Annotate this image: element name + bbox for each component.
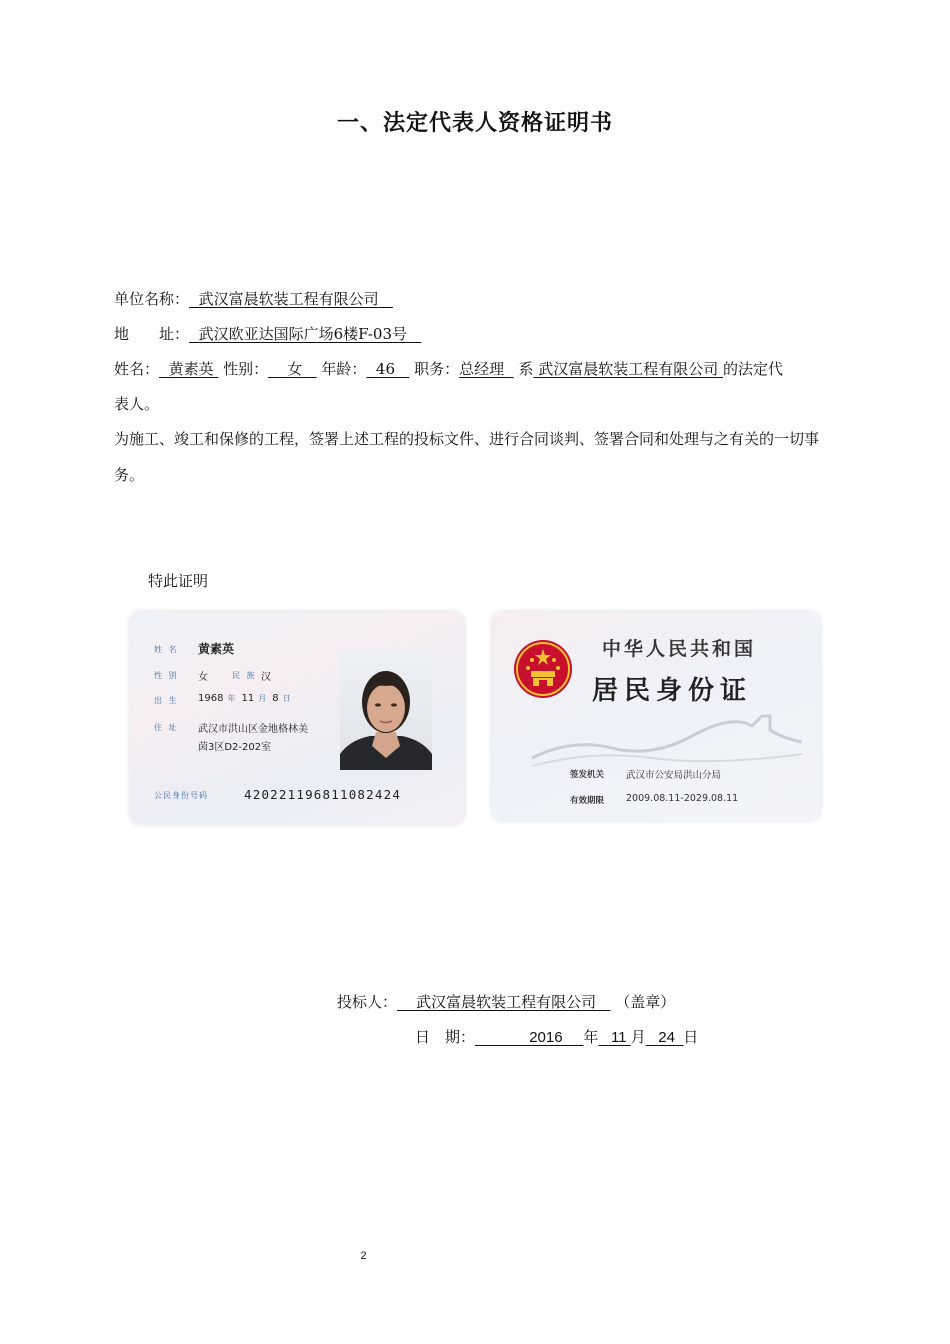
id-card-back: [492, 612, 820, 820]
id-ethnicity-value: 汉: [261, 672, 271, 683]
bidder-label: 投标人：: [337, 993, 398, 1011]
id-address-label: 住 址: [154, 723, 179, 732]
authority-value: 武汉市公安局洪山分局: [626, 770, 722, 781]
representative-line: [114, 358, 783, 379]
card-title: 居民身份证: [592, 676, 753, 706]
id-address-line1: 武汉市洪山区金地格林美: [198, 724, 308, 735]
date-day: 24: [658, 1029, 675, 1046]
company-value: 武汉富晨软装工程有限公司: [538, 360, 719, 378]
date-month: 11: [610, 1029, 627, 1046]
seal-note: （盖章）: [615, 993, 676, 1011]
id-address-line2: 茵3区D2-202室: [198, 742, 272, 753]
id-gender-label: 性 别: [154, 671, 179, 680]
id-ethnicity-label: 民 族: [232, 671, 257, 680]
validity-label: 有效期限: [570, 796, 605, 806]
id-number-value: 420221196811082424: [244, 787, 402, 802]
position-value: 总经理: [459, 360, 505, 378]
national-emblem-icon: [512, 638, 574, 700]
position-label: 职务：: [414, 360, 460, 378]
great-wall-watermark: [532, 708, 802, 768]
gender-value: 女: [287, 360, 303, 378]
authorization-paragraph: 为施工、竣工和保修的工程，签署上述工程的投标文件、进行合同谈判、签署合同和处理与之有关的一切事务。: [114, 430, 820, 484]
id-name-label: 姓 名: [154, 645, 179, 654]
document-title: 一、法定代表人资格证明书: [336, 111, 613, 136]
authority-label: 签发机关: [570, 770, 605, 780]
name-value: 黄素英: [168, 360, 214, 378]
address-line: [114, 323, 421, 344]
id-photo: [340, 650, 432, 770]
name-label: 姓名：: [114, 360, 160, 378]
bidder-line: [337, 991, 675, 1012]
gender-label: 性别：: [223, 360, 269, 378]
id-name-value: 黄素英: [198, 642, 235, 656]
unit-name-label: 单位名称：: [114, 290, 190, 308]
bidder-value: 武汉富晨软装工程有限公司: [416, 993, 597, 1011]
address-value: 武汉欧亚达国际广场6楼F-03号: [198, 325, 407, 343]
unit-name-value: 武汉富晨软装工程有限公司: [198, 290, 379, 308]
id-card-front: [130, 612, 464, 824]
age-value: 46: [375, 360, 395, 378]
representative-suffix-line: 表人。: [114, 395, 160, 413]
of-label: 系: [518, 360, 534, 378]
id-birth-value: 1968 年 11 月 8 日: [198, 693, 293, 704]
portrait-image: [340, 650, 432, 770]
date-year: 2016: [529, 1029, 563, 1046]
card-country-title: 中华人民共和国: [602, 638, 757, 660]
age-label: 年龄：: [321, 360, 367, 378]
certify-text: 特此证明: [148, 572, 209, 590]
date-line: 日 期： 2016 年 11 月 24 日: [415, 1028, 699, 1046]
id-number-label: 公民身份号码: [154, 791, 208, 800]
unit-name-line: [114, 288, 393, 309]
id-birth-label: 出 生: [154, 696, 179, 705]
page-number: 2: [360, 1250, 367, 1262]
address-label: 地 址：: [114, 325, 190, 343]
validity-value: 2009.08.11-2029.08.11: [626, 793, 739, 804]
representative-suffix: 的法定代: [723, 360, 784, 378]
date-label: 日 期：: [415, 1028, 476, 1046]
id-gender-value: 女: [198, 672, 208, 683]
